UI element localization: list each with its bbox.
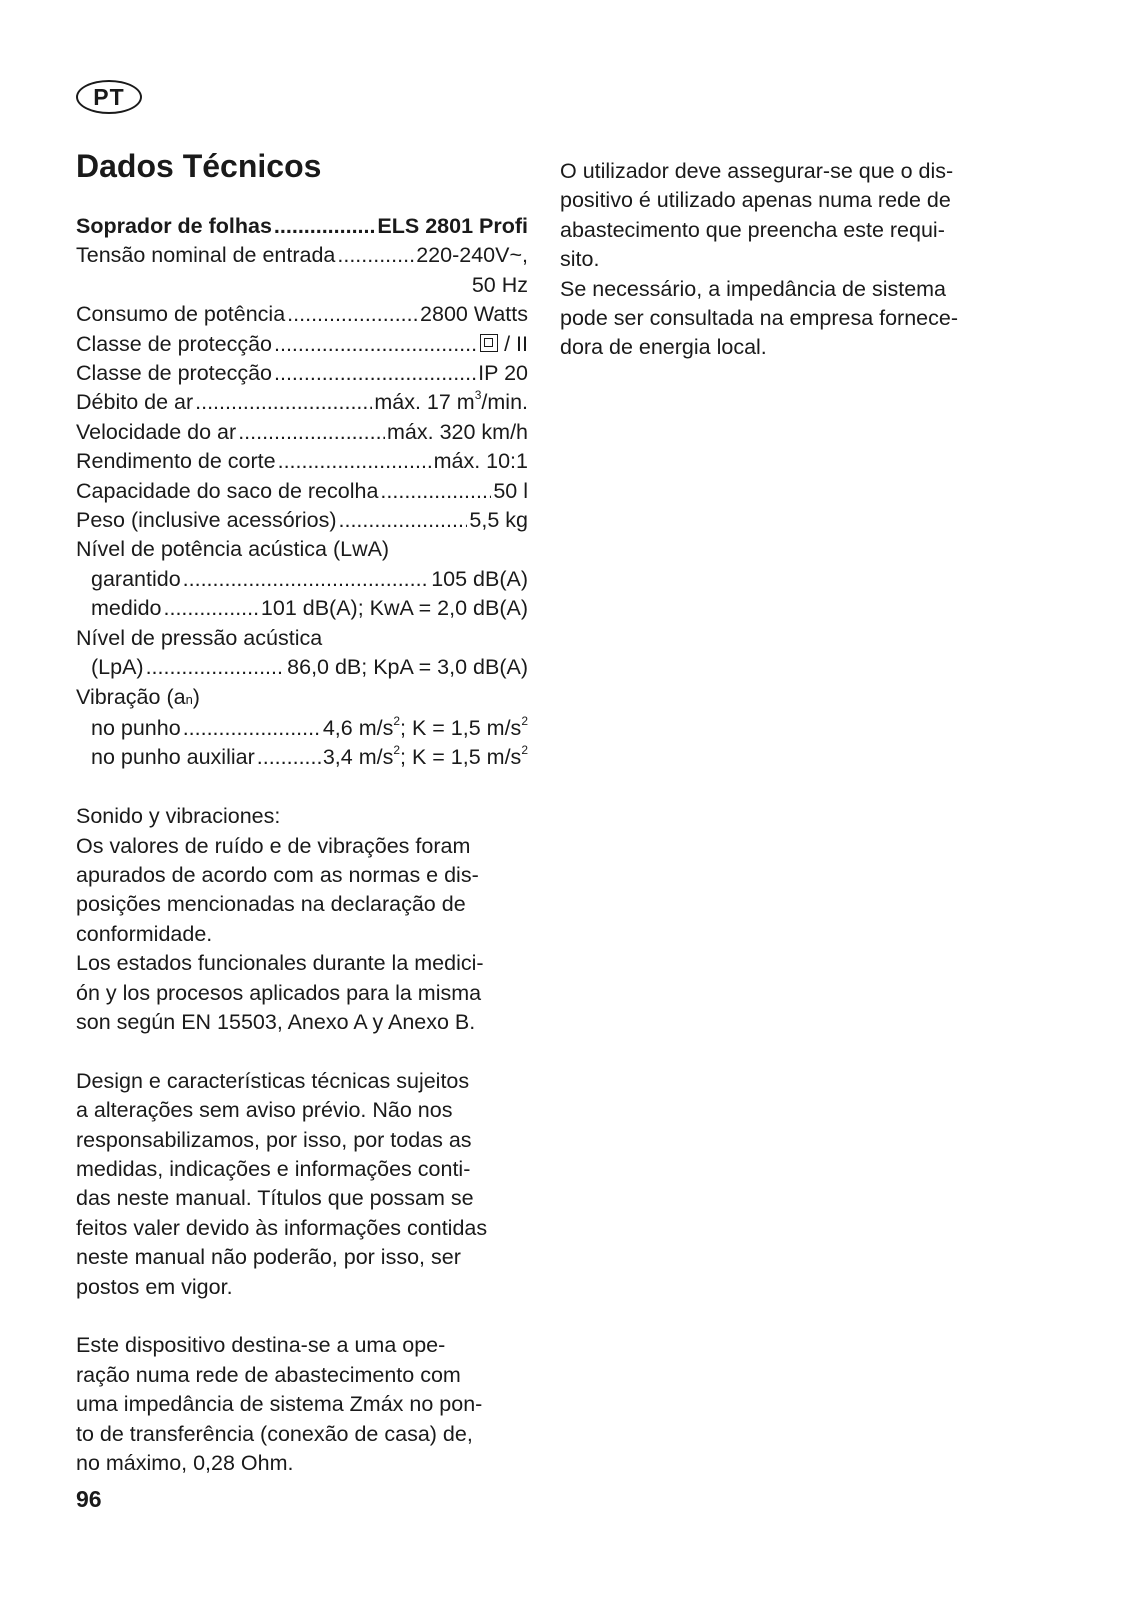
language-badge: PT	[76, 80, 142, 114]
spec-value: máx. 10:1	[433, 449, 528, 474]
spec-label: Soprador de folhas	[76, 214, 272, 238]
spec-label: no punho	[91, 715, 181, 740]
spec-value: 50 l	[493, 478, 528, 503]
spec-row-power	[76, 300, 528, 329]
spec-row-lpa	[76, 653, 528, 682]
page-number: 96	[76, 1486, 102, 1512]
spec-row-ip-rating	[76, 359, 528, 388]
spec-label: Peso (inclusive acessórios)	[76, 508, 337, 533]
spec-row-model	[76, 212, 528, 241]
spec-value: ELS 2801 Profi	[377, 214, 528, 238]
right-column: O utilizador deve assegurar-se que o dis- positivo é utilizado apenas numa rede de abastecimento que preencha este requi- sito. Se necessário, a impedância de sistema pode ser consultada na empresa fornece- dora de energia local.	[560, 159, 958, 360]
spec-value: 101 dB(A); KwA = 2,0 dB(A)	[260, 596, 528, 621]
spec-label: no punho auxiliar	[91, 745, 255, 770]
spec-value: 4,6 $m/s^2$; K = 1,5 $m/s^2$	[322, 713, 528, 740]
spec-label: Rendimento de corte	[76, 449, 276, 474]
spec-row-voltage	[76, 241, 528, 270]
design-disclaimer-paragraph: Design e características técnicas sujeitos a alterações sem aviso prévio. Não nos responsabilizamos, por isso, por todas as medidas, indicações e informações conti- das neste manual. Títulos que possam se feitos valer devido às informações contidas neste manual não poderão, por isso, ser postos em vigor.	[76, 1068, 488, 1299]
spec-value: 50 Hz	[471, 272, 528, 297]
spec-label: Débito de ar	[76, 390, 194, 415]
spec-value: 105 dB(A)	[431, 566, 528, 591]
spec-label: garantido	[91, 566, 181, 591]
spec-row-airflow	[76, 388, 528, 417]
spec-row-bag	[76, 477, 528, 506]
spec-label: Tensão nominal de entrada	[76, 243, 336, 268]
spec-value: 86,0 dB; KpA = 3,0 dB(A)	[287, 655, 528, 680]
spec-value: IP 20	[478, 361, 528, 386]
spec-row-lwa-measured	[76, 594, 528, 623]
spec-value: máx. 320 km/h	[387, 419, 528, 444]
spec-value: máx. 17 $m^3/\min$.	[374, 388, 528, 415]
spec-value: 5,5 kg	[469, 508, 528, 533]
double-insulation-icon	[480, 334, 498, 352]
spec-heading-sound-power: Nível de potência acústica (LwA)	[76, 537, 390, 562]
spec-value: / II	[480, 330, 528, 359]
spec-row-air-speed	[76, 418, 528, 447]
spec-value: 2800 Watts	[420, 302, 528, 327]
spec-label: Consumo de potência	[76, 302, 286, 327]
spec-row-cutting	[76, 447, 528, 476]
sound-paragraph: Os valores de ruído e de vibrações foram apurados de acordo com as normas e dis- posições mencionadas na declaração de conformidade. Los estados funcionales durante la medici- ón y los procesos aplicados para la misma son según EN 15503, Anexo A y Anexo B.	[76, 833, 484, 1034]
spec-heading-vibration: Vibração (an)	[76, 684, 200, 709]
network-impedance-paragraph: Este dispositivo destina-se a uma ope- ração numa rede de abastecimento com uma impedância de sistema Zmáx no pon- to de transferência (conexão de casa) de, no máximo, 0,28 Ohm.	[76, 1333, 483, 1476]
spec-label: (LpA)	[91, 655, 144, 680]
spec-label: Classe de protecção	[76, 331, 272, 356]
spec-row-protection-class	[76, 330, 528, 359]
spec-value: 220-240V~,	[416, 243, 528, 268]
spec-row-vibration-grip	[76, 714, 528, 743]
spec-label: Velocidade do ar	[76, 419, 237, 444]
spec-label: Capacidade do saco de recolha	[76, 478, 379, 503]
sound-section-title: Sonido y vibraciones:	[76, 804, 281, 829]
spec-heading-sound-pressure: Nível de pressão acústica	[76, 625, 323, 650]
spec-row-frequency	[76, 271, 528, 300]
spec-label: medido	[91, 596, 162, 621]
spec-label: Classe de protecção	[76, 361, 272, 386]
spec-row-vibration-aux-grip	[76, 743, 528, 772]
page-title: Dados Técnicos	[76, 148, 322, 184]
left-column	[76, 212, 528, 1478]
spec-row-weight	[76, 506, 528, 535]
spec-value: 3,4 $m/s^2$; K = 1,5 $m/s^2$	[322, 743, 528, 770]
spec-row-lwa-guaranteed	[76, 565, 528, 594]
